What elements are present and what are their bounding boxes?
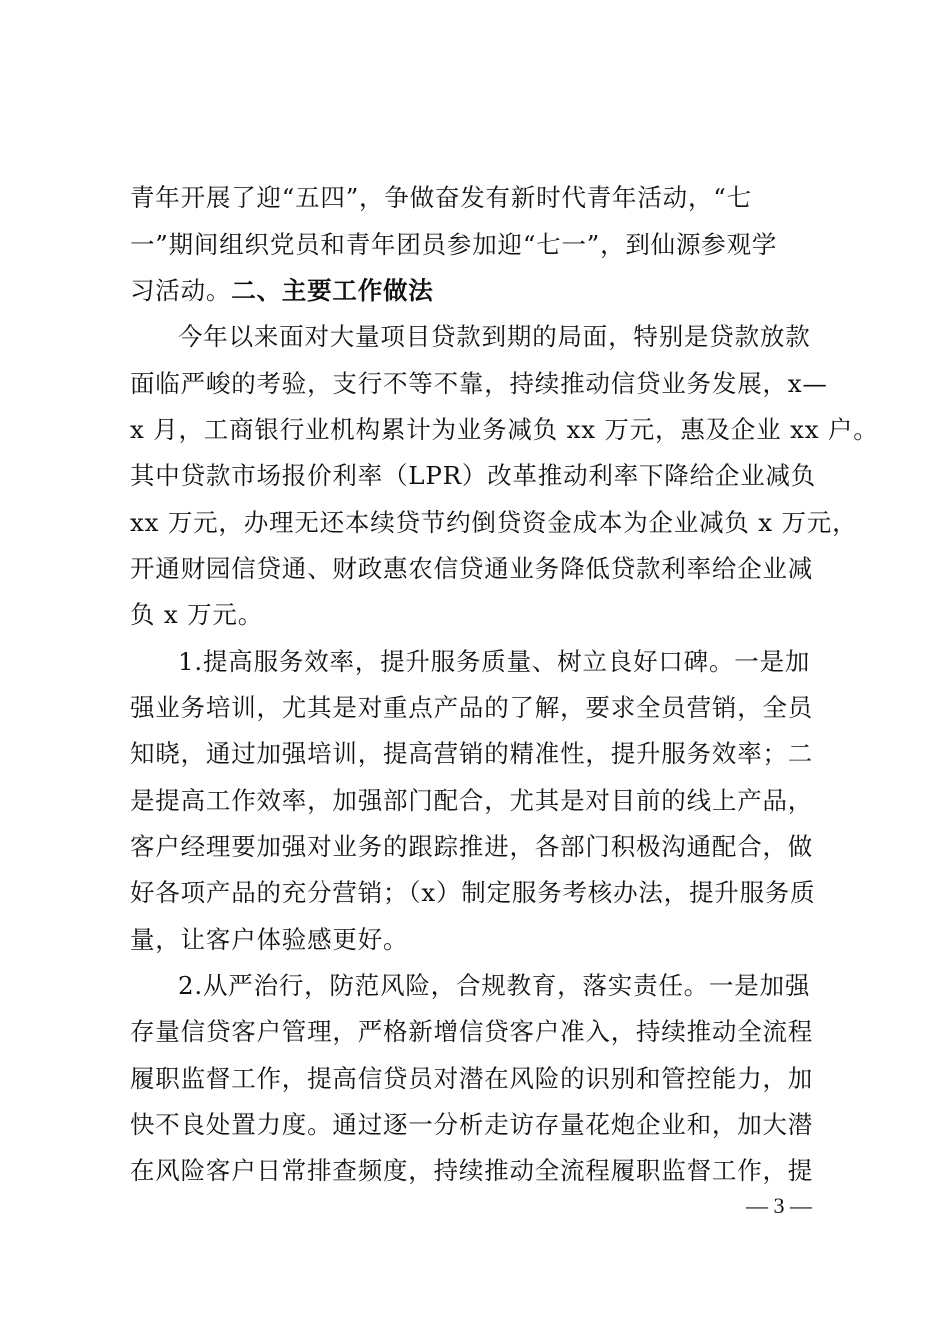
paragraph-2-line: 客户经理要加强对业务的跟踪推进，各部门积极沟通配合，做 <box>130 832 814 861</box>
paragraph-1-line: xx 万元，办理无还本续贷节约倒贷资金成本为企业减负 x 万元， <box>130 508 858 537</box>
paragraph-1-line: x 月，工商银行业机构累计为业务减负 xx 万元，惠及企业 xx 户。 <box>130 415 879 444</box>
paragraph-3-line: 存量信贷客户管理，严格新增信贷客户准入，持续推动全流程 <box>130 1017 814 1046</box>
intro-last-text: 习活动。 <box>130 276 232 305</box>
intro-line-3 <box>130 276 434 306</box>
paragraph-1-line: 今年以来面对大量项目贷款到期的局面，特别是贷款放款 <box>178 322 811 351</box>
intro-line-2: 一”期间组织党员和青年团员参加迎“七一”，到仙源参观学 <box>130 230 778 259</box>
intro-line-1: 青年开展了迎“五四”，争做奋发有新时代青年活动，“七 <box>130 183 752 212</box>
paragraph-1-line: 开通财园信贷通、财政惠农信贷通业务降低贷款利率给企业减 <box>130 554 814 583</box>
paragraph-3-line: 履职监督工作，提高信贷员对潜在风险的识别和管控能力，加 <box>130 1064 814 1093</box>
paragraph-3-line: 2.从严治行，防范风险，合规教育，落实责任。一是加强 <box>178 971 811 1000</box>
paragraph-2-line: 量，让客户体验感更好。 <box>130 925 409 954</box>
paragraph-1-line: 面临严峻的考验，支行不等不靠，持续推动信贷业务发展，x— <box>130 369 828 398</box>
paragraph-2-line: 是提高工作效率，加强部门配合，尤其是对目前的线上产品， <box>130 786 814 815</box>
paragraph-1-line: 负 x 万元。 <box>130 600 263 629</box>
paragraph-2-line: 知晓，通过加强培训，提高营销的精准性，提升服务效率；二 <box>130 739 814 768</box>
paragraph-3-line: 快不良处置力度。通过逐一分析走访存量花炮企业和，加大潜 <box>130 1110 814 1139</box>
paragraph-1-line: 其中贷款市场报价利率（LPR）改革推动利率下降给企业减负 <box>130 461 817 490</box>
paragraph-2-line: 1.提高服务效率，提升服务质量、树立良好口碑。一是加 <box>178 647 811 676</box>
page-number: — 3 — <box>746 1193 812 1218</box>
paragraph-2-line: 强业务培训，尤其是对重点产品的了解，要求全员营销，全员 <box>130 693 814 722</box>
paragraph-2-line: 好各项产品的充分营销；（x）制定服务考核办法，提升服务质 <box>130 878 816 907</box>
paragraph-3-line: 在风险客户日常排查频度，持续推动全流程履职监督工作，提 <box>130 1156 814 1185</box>
section-heading: 二、主要工作做法 <box>231 276 434 305</box>
